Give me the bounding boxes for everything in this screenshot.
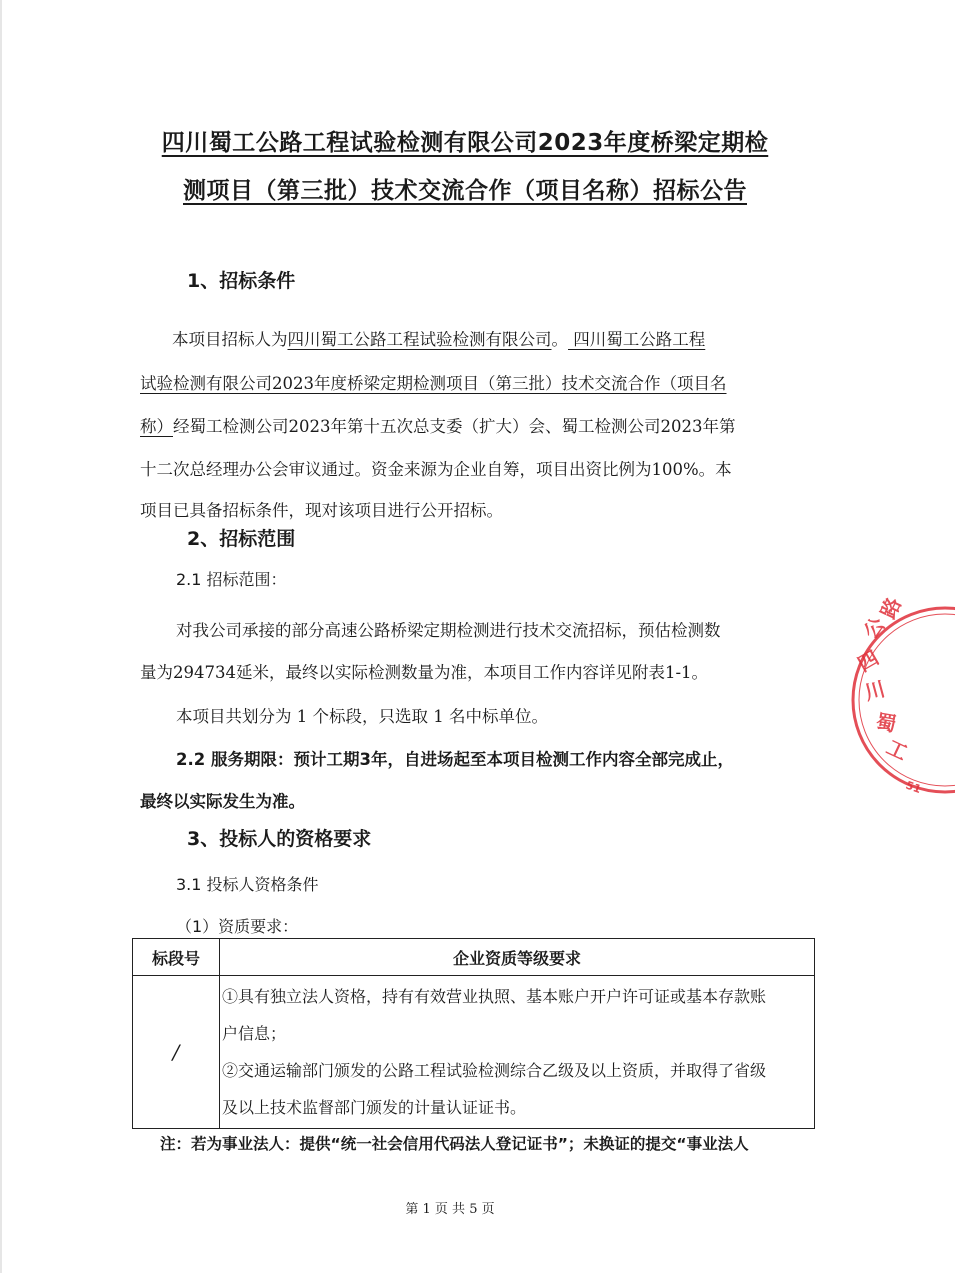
requirement-line: 及以上技术监督部门颁发的计量认证证书。 [222,1098,527,1117]
svg-text:四: 四 [853,645,883,677]
requirement-line: ①具有独立法人资格，持有有效营业执照、基本账户开户许可证或基本存款账 [222,987,767,1006]
text: 。 [551,330,568,349]
section-3-heading: 3、投标人的资格要求 [187,828,372,850]
svg-text:蜀: 蜀 [874,709,898,737]
section-1-line-3 [140,413,780,437]
table-row [133,976,815,1129]
section-1-line-4: 十二次总经理办公会审议通过。资金来源为企业自筹，项目出资比例为100%。本 [140,460,732,479]
text: 本项目招标人为 [172,330,288,349]
title-line-1: 四川蜀工公路工程试验检测有限公司2023年度桥梁定期检 [161,130,769,156]
svg-text:川: 川 [862,676,888,705]
page-number: 第 1 页 共 5 页 [405,1202,495,1217]
section-2-1-heading: 2.1 招标范围： [176,570,287,589]
project-name-middle: 试验检测有限公司2023年度桥梁定期检测项目（第三批）技术交流合作（项目名 [140,374,727,393]
tenderer-name: 四川蜀工公路工程试验检测有限公司 [287,330,552,349]
requirement-line: 户信息； [222,1024,287,1043]
page-edge [0,0,2,1273]
svg-text:51: 51 [903,778,923,797]
lot-description: 本项目共划分为 1 个标段，只选取 1 名中标单位。 [176,707,548,726]
col-header-lot: 标段号 [133,939,220,976]
qualification-heading: （1）资质要求： [176,917,299,936]
project-name-end: 称） [140,417,173,436]
requirement-cell [220,976,815,1129]
col-header-requirement: 企业资质等级要求 [220,939,815,976]
requirement-line: ②交通运输部门颁发的公路工程试验检测综合乙级及以上资质，并取得了省级 [222,1061,767,1080]
service-period-line-2: 最终以实际发生为准。 [140,792,305,811]
title-line-2: 测项目（第三批）技术交流合作（项目名称）招标公告 [183,178,747,204]
note-text: 注：若为事业法人：提供“统一社会信用代码法人登记证书”；未换证的提交“事业法人 [160,1135,749,1153]
text: 经蜀工检测公司2023年第十五次总支委（扩大）会、蜀工检测公司2023年第 [173,417,736,436]
svg-text:工: 工 [882,734,912,765]
svg-text:公: 公 [858,612,890,644]
service-period-line-1: 2.2 服务期限：预计工期3年，自进场起至本项目检测工作内容全部完成止， [176,750,734,769]
section-3-1-heading: 3.1 投标人资格条件 [176,875,319,894]
section-1-heading: 1、招标条件 [187,270,296,292]
qualification-table [132,938,815,1129]
scope-line-1: 对我公司承接的部分高速公路桥梁定期检测进行技术交流招标，预估检测数 [176,621,721,640]
section-1-line-1 [172,326,812,350]
table-header-row [133,939,815,976]
section-1-line-5: 项目已具备招标条件，现对该项目进行公开招标。 [140,501,503,520]
section-1-line-2 [140,370,780,394]
project-name-start: 四川蜀工公路工程 [568,330,706,349]
lot-number-cell: / [133,976,220,1129]
scope-line-2: 量为294734延米，最终以实际检测数量为准，本项目工作内容详见附表1-1。 [140,663,709,682]
svg-text:路: 路 [875,593,906,623]
company-seal [845,593,955,800]
section-2-heading: 2、招标范围 [187,528,296,550]
